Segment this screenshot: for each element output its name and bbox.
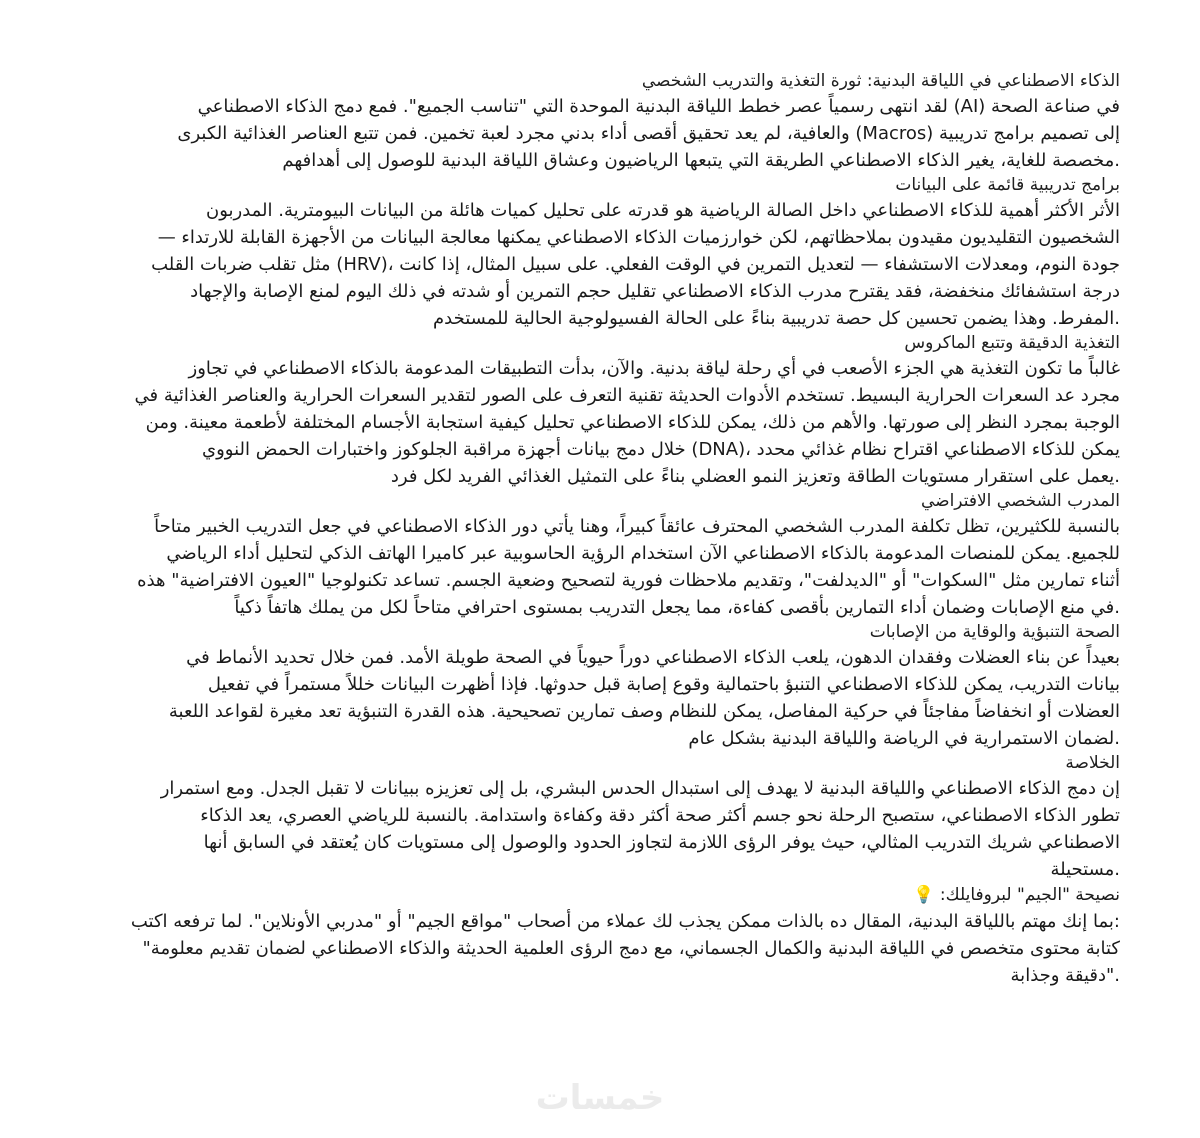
text-line: أثناء تمارين مثل "السكوات" أو "الديدلفت"، وتقديم ملاحظات فورية لتصحيح وضعية الجسم. تساعد تكنولوجيا "العيون الافتراضية" هذه — [137, 570, 1120, 591]
text-line: العضلات أو انخفاضاً مفاجئاً في حركية المفاصل، يمكن للنظام وصف تمارين تصحيحية. هذه القدرة التنبؤية تعد مغيرة لقواعد اللعبة — [168, 701, 1120, 722]
section-heading-conclusion: الخلاصة — [1065, 753, 1120, 773]
text-line: .مستحيلة — [1050, 859, 1120, 880]
text-line: الشخصيون التقليديون مقيدون بملاحظاتهم، لكن خوارزميات الذكاء الاصطناعي يمكنها معالجة البيانات من الأجهزة القابلة للارتداء — — [157, 227, 1120, 248]
section-heading-predictive-health: الصحة التنبؤية والوقاية من الإصابات — [869, 622, 1120, 642]
text-line: الاصطناعي شريك التدريب المثالي، حيث يوفر الرؤى اللازمة لتجاوز الحدود والوصول إلى مستويات كان يُعتقد في السابق أنها — [203, 832, 1120, 853]
text-line: درجة استشفائك منخفضة، فقد يقترح مدرب الذكاء الاصطناعي تقليل حجم التمرين أو شدته في ذلك اليوم لمنع الإصابة والإجهاد — [190, 281, 1120, 302]
text-line: يمكن للذكاء الاصطناعي اقتراح نظام غذائي محدد ،(DNA) خلال دمج بيانات أجهزة مراقبة الجلوكوز واختبارات الحمض النووي — [201, 439, 1120, 460]
text-line: الأثر الأكثر أهمية للذكاء الاصطناعي داخل الصالة الرياضية هو قدرته على تحليل كميات هائلة من البيانات البيومترية. المدربون — [205, 200, 1120, 221]
intro-paragraph — [110, 93, 1120, 174]
tip-heading — [110, 883, 1120, 908]
text-line: :بما إنك مهتم باللياقة البدنية، المقال ده بالذات ممكن يجذب لك عملاء من أصحاب "مواقع الجيم" أو "مدربي الأونلاين". لما ترفعه اكتب — [130, 911, 1120, 932]
text-line: بيانات التدريب، يمكن للذكاء الاصطناعي التنبؤ باحتمالية وقوع إصابة قبل حدوثها. فإذا أظهرت البيانات خللاً مستمراً في تفعيل — [207, 674, 1120, 695]
text-line: بالنسبة للكثيرين، تظل تكلفة المدرب الشخصي المحترف عائقاً كبيراً، وهنا يأتي دور الذكاء الاصطناعي في جعل التدريب الخبير متاحاً — [154, 516, 1120, 537]
text-line: للجميع. يمكن للمنصات المدعومة بالذكاء الاصطناعي الآن استخدام الرؤية الحاسوبية عبر كاميرا الهاتف الذكي لتحليل أداء الرياضي — [166, 543, 1120, 564]
tip-title-text: نصيحة "الجيم" لبروفايلك: — [939, 885, 1120, 905]
section-paragraph-nutrition — [110, 355, 1120, 490]
text-line: ."دقيقة وجذابة — [1010, 965, 1120, 986]
section-paragraph-conclusion — [110, 775, 1120, 883]
section-heading-data-driven: برامج تدريبية قائمة على البيانات — [895, 175, 1120, 195]
text-line: .يعمل على استقرار مستويات الطاقة وتعزيز النمو العضلي بناءً على التمثيل الغذائي الفريد لكل فرد — [390, 466, 1120, 487]
text-line: بعيداً عن بناء العضلات وفقدان الدهون، يلعب الذكاء الاصطناعي دوراً حيوياً في الصحة طويلة الأمد. فمن خلال تحديد الأنماط في — [186, 647, 1120, 668]
text-line: .المفرط. وهذا يضمن تحسين كل حصة تدريبية بناءً على الحالة الفسيولوجية الحالية للمستخدم — [432, 308, 1120, 329]
section-heading-virtual-trainer: المدرب الشخصي الافتراضي — [920, 491, 1120, 511]
text-line: جودة النوم، ومعدلات الاستشفاء — لتعديل التمرين في الوقت الفعلي. على سبيل المثال، إذا كانت ،(HRV) مثل تقلب ضربات القلب — [151, 254, 1120, 275]
text-line: مجرد عد السعرات الحرارية البسيط. تستخدم الأدوات الحديثة تقنية التعرف على الصور لتقدير السعرات الحرارية والعناصر الغذائية في — [134, 385, 1120, 406]
text-line: إلى تصميم برامج تدريبية (Macros) والعافية، لم يعد تحقيق أقصى أداء بدني مجرد لعبة تخمين. فمن تتبع العناصر الغذائية الكبرى — [177, 123, 1120, 144]
text-line: الوجبة بمجرد النظر إلى صورتها. والأهم من ذلك، يمكن للذكاء الاصطناعي تحليل كيفية استجابة الأجسام المختلفة لأطعمة معينة. ومن — [145, 412, 1120, 433]
lightbulb-icon: 💡 — [913, 885, 935, 905]
section-paragraph-data-driven — [110, 197, 1120, 332]
tip-paragraph — [110, 908, 1120, 989]
text-line: تطور الذكاء الاصطناعي، ستصبح الرحلة نحو جسم أكثر صحة أكثر دقة وكفاءة واستدامة. بالنسبة للرياضي العصري، يعد الذكاء — [200, 805, 1120, 826]
text-line: إن دمج الذكاء الاصطناعي واللياقة البدنية لا يهدف إلى استبدال الحدس البشري، بل إلى تعزيزه ببيانات لا تقبل الجدل. ومع استمرار — [160, 778, 1120, 799]
text-line: في صناعة الصحة (AI) لقد انتهى رسمياً عصر خطط اللياقة البدنية الموحدة التي "تناسب الجميع". فمع دمج الذكاء الاصطناعي — [197, 96, 1120, 117]
article — [110, 70, 1120, 989]
section-paragraph-virtual-trainer — [110, 513, 1120, 621]
text-line: .في منع الإصابات وضمان أداء التمارين بأقصى كفاءة، مما يجعل التدريب بمستوى احترافي متاحاً لكل من يملك هاتفاً ذكياً — [234, 597, 1120, 618]
section-paragraph-predictive-health — [110, 644, 1120, 752]
article-title: الذكاء الاصطناعي في اللياقة البدنية: ثورة التغذية والتدريب الشخصي — [641, 71, 1120, 91]
text-line: كتابة محتوى متخصص في اللياقة البدنية والكمال الجسماني، مع دمج الرؤى العلمية الحديثة والذكاء الاصطناعي لضمان تقديم معلومة" — [142, 938, 1120, 959]
text-line: .مخصصة للغاية، يغير الذكاء الاصطناعي الطريقة التي يتبعها الرياضيون وعشاق اللياقة البدنية للوصول إلى أهدافهم — [282, 150, 1120, 171]
section-heading-nutrition: التغذية الدقيقة وتتبع الماكروس — [904, 333, 1120, 353]
text-line: .لضمان الاستمرارية في الرياضة واللياقة البدنية بشكل عام — [688, 728, 1120, 749]
text-line: غالباً ما تكون التغذية هي الجزء الأصعب في أي رحلة لياقة بدنية. والآن، بدأت التطبيقات المدعومة بالذكاء الاصطناعي في تجاوز — [188, 358, 1120, 379]
watermark-logo: خمسات — [535, 1078, 665, 1118]
